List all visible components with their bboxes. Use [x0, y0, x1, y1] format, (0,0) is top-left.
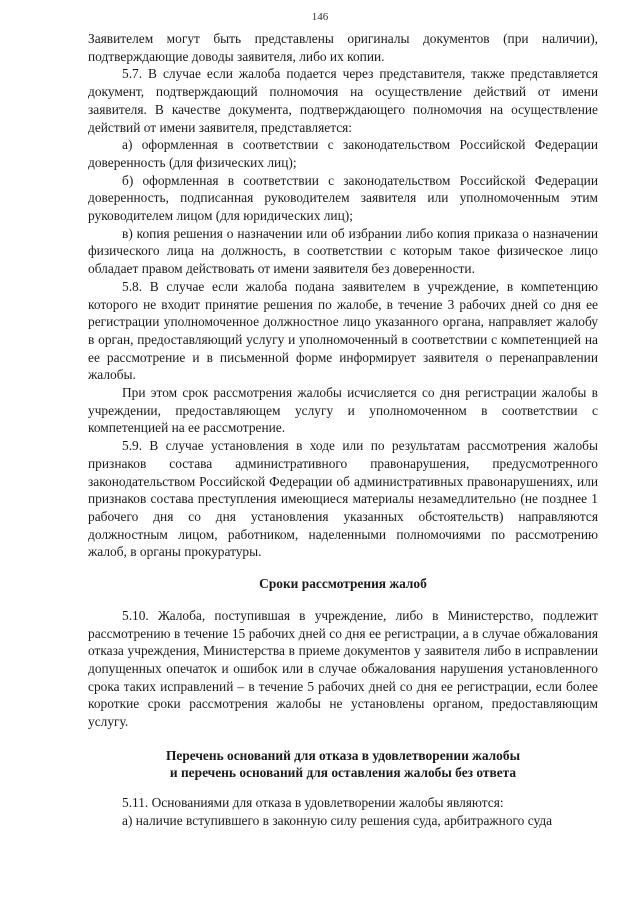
- paragraph: 5.9. В случае установления в ходе или по результатам рассмотрения жалобы признаков состава административного правонарушения, предусмотренного законодательством Российской Федерации об административных правонарушениях, или признаков состава преступления имеющиеся материалы незамедлительно (не позднее 1 рабочего дня со дня установления указанных обстоятельств) направляются должностным лицом, работником, наделенными полномочиями по рассмотрению жалоб, в органы прокуратуры.: [88, 438, 598, 560]
- section-heading-line: Сроки рассмотрения жалоб: [259, 576, 427, 592]
- paragraph: При этом срок рассмотрения жалобы исчисляется со дня регистрации жалобы в учреждении, предоставляющем услугу и уполномоченном в соответствии с компетенцией на ее рассмотрение.: [88, 385, 598, 436]
- paragraph: в) копия решения о назначении или об избрании либо копия приказа о назначении физического лица на должность, в соответствии с которым такое физическое лицо обладает правом действовать от имени заявителя без доверенности.: [88, 225, 598, 277]
- paragraph: 5.7. В случае если жалоба подается через представителя, также представляется документ, подтверждающий полномочия на осуществление действий от имени заявителя. В качестве документа, подтверждающего полномочия на осуществление действий от имени заявителя, представляется:: [88, 66, 598, 135]
- page-number: 146: [311, 11, 329, 23]
- paragraph: б) оформленная в соответствии с законодательством Российской Федерации доверенность, подписанная руководителем заявителя или уполномоченным этим руководителем лицом (для юридических лиц);: [88, 172, 598, 224]
- paragraph: 5.8. В случае если жалоба подана заявителем в учреждение, в компетенцию которого не входит принятие решения по жалобе, в течение 3 рабочих дней со дня ее регистрации уполномоченное должностное лицо указанного органа, направляет жалобу в орган, предоставляющий услугу и уполномоченный в соответствии с компетенцией на ее рассмотрение и в письменной форме информирует заявителя о перенаправлении жалобы.: [88, 278, 598, 383]
- paragraph: 5.10. Жалоба, поступившая в учреждение, либо в Министерство, подлежит рассмотрению в течение 15 рабочих дней со дня ее регистрации, а в случае обжалования отказа учреждения, Министерства в приеме документов у заявителя либо в исправлении допущенных опечаток и ошибок или в случае обжалования нарушения установленного срока таких исправлений – в течение 5 рабочих дней со дня ее регистрации, если более короткие сроки рассмотрения жалобы не установлены органом, предоставляющим услугу.: [88, 607, 598, 730]
- section-heading-line: и перечень оснований для оставления жалобы без ответа: [169, 765, 517, 781]
- paragraph: а) оформленная в соответствии с законодательством Российской Федерации доверенность (для физических лиц);: [88, 137, 598, 170]
- paragraph: 5.11. Основаниями для отказа в удовлетворении жалобы являются:: [122, 795, 504, 811]
- section-heading: [88, 575, 598, 593]
- paragraph: а) наличие вступившего в законную силу решения суда, арбитражного суда: [122, 812, 553, 828]
- document-body: [88, 30, 598, 830]
- paragraph: Заявителем могут быть представлены оригиналы документов (при наличии), подтверждающие доводы заявителя, либо их копии.: [88, 31, 598, 64]
- section-heading: [88, 747, 598, 782]
- section-heading-line: Перечень оснований для отказа в удовлетворении жалобы: [165, 747, 521, 763]
